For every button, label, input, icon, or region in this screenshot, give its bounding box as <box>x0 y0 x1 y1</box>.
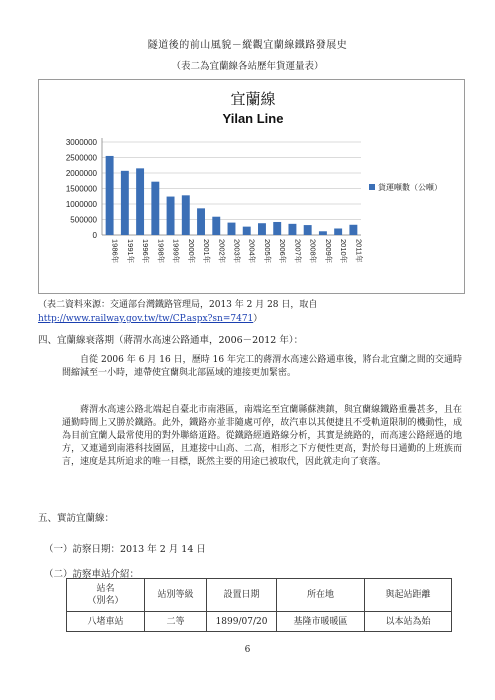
cell-established-date: 1899/07/20 <box>207 612 277 632</box>
x-tick-label: 1998年 <box>156 239 166 264</box>
header-station-grade: 站別等級 <box>145 579 207 612</box>
section-5-heading: 五、實訪宜蘭線： <box>38 513 115 524</box>
bar <box>349 225 357 235</box>
y-tick-label: 0 <box>92 231 97 240</box>
cell-location: 基隆市暖暖區 <box>277 612 365 632</box>
freight-bar-chart <box>39 80 466 295</box>
bar <box>197 208 205 235</box>
station-intro-heading: （二）訪察車站介紹： <box>44 569 140 580</box>
cell-distance: 以本站為始 <box>365 612 452 632</box>
x-tick-label: 2008年 <box>308 239 318 264</box>
x-tick-label: 2002年 <box>217 239 227 264</box>
header-distance: 與起站距離 <box>365 579 452 612</box>
x-tick-label: 2010年 <box>339 239 349 264</box>
bar <box>273 222 281 235</box>
legend-label: 貨運噸數（公噸） <box>378 183 442 192</box>
bar <box>334 228 342 235</box>
chart-caption: （表二為宜蘭線各站歷年貨運量表） <box>171 61 324 72</box>
header-station-name <box>67 579 145 612</box>
bar <box>182 195 190 235</box>
legend-swatch <box>369 184 375 190</box>
source-note-url-line <box>38 311 262 324</box>
paragraph-highway-comparison: 蔣渭水高速公路北端起自臺北市南港區，南端迄至宜蘭縣蘇澳鎮，與宜蘭線鐵路重疊甚多，且在通勤時間上又勝於鐵路。此外，鐵路亦並非隨處可停，故汽車以其便捷且不受軌道限制的機動性，成為目前宜蘭人最常使用的對外聯絡道路。從鐵路經過路線分析，其實是繞路的，而高速公路經過的地方，又連通到南港科技園區，且連接中山高、二高，相形之下方便性更高，對於每日通勤的上班族而言，速度是其所追求的唯一目標，既然主要的用途已被取代，因此就走向了衰落。 <box>62 405 462 467</box>
header-location: 所在地 <box>277 579 365 612</box>
bar <box>121 171 129 235</box>
x-tick-label: 1986年 <box>110 239 120 264</box>
y-tick-label: 3000000 <box>65 138 97 147</box>
x-tick-label: 2009年 <box>323 239 333 264</box>
y-tick-label: 1000000 <box>65 200 97 209</box>
y-tick-label: 2500000 <box>65 153 97 163</box>
chart-subtitle: Yilan Line <box>222 111 284 126</box>
paragraph-highway-opening: 自從 2006 年 6 月 16 日，歷時 16 年完工的蔣渭水高速公路通車後，將台北宜蘭之間的交通時間縮減至一小時，連帶使宜蘭與北部區域的連接更加緊密。 <box>62 355 462 378</box>
table-header-row <box>67 579 452 612</box>
bar <box>258 223 266 235</box>
bar <box>136 168 144 235</box>
bar <box>151 182 159 235</box>
x-tick-label: 2005年 <box>262 239 272 264</box>
x-tick-label: 1996年 <box>141 239 151 264</box>
header-established-date: 設置日期 <box>207 579 277 612</box>
y-tick-label: 1500000 <box>65 184 97 194</box>
bar <box>228 223 236 235</box>
source-note <box>38 297 317 310</box>
bar <box>212 217 220 235</box>
x-tick-label: 2000年 <box>186 239 196 264</box>
source-link[interactable]: http://www.railway.gov.tw/tw/CP.aspx?sn=7471 <box>38 314 254 324</box>
cell-station-grade: 二等 <box>145 612 207 632</box>
y-tick-label: 500000 <box>70 215 97 225</box>
table-row <box>67 612 452 632</box>
station-table <box>66 578 452 632</box>
bar <box>167 197 175 235</box>
x-tick-label: 2007年 <box>293 239 303 264</box>
bar <box>319 231 327 235</box>
source-prefix: （表二資料來源：交通部台灣鐵路管理局，2013 年 2 月 28 日，取自 <box>38 300 318 310</box>
x-tick-label: 1999年 <box>171 239 181 264</box>
bar <box>304 225 312 235</box>
x-tick-label: 2004年 <box>247 239 257 264</box>
x-tick-label: 2006年 <box>278 239 288 264</box>
cell-station-name: 八堵車站 <box>67 612 145 632</box>
document-title: 隧道後的前山風貌－縱觀宜蘭線鐵路發展史 <box>147 40 348 51</box>
chart-frame <box>38 79 465 294</box>
y-tick-label: 2000000 <box>65 169 97 178</box>
x-tick-label: 2001年 <box>202 239 212 264</box>
x-tick-label: 1991年 <box>125 239 135 264</box>
source-suffix: ） <box>253 314 263 324</box>
bar <box>288 224 296 235</box>
visit-date: （一）訪察日期：2013 年 2 月 14 日 <box>44 544 206 555</box>
chart-title: 宜蘭線 <box>230 90 276 108</box>
page-number: 6 <box>244 645 251 655</box>
x-tick-label: 2011年 <box>354 239 364 263</box>
section-4-heading: 四、宜蘭線衰落期（蔣渭水高速公路通車，2006－2012 年）： <box>38 335 304 346</box>
bar <box>243 227 251 235</box>
bar <box>106 156 114 235</box>
x-tick-label: 2003年 <box>232 239 242 264</box>
header-station-name-text: 站名 （別名） <box>87 584 124 606</box>
